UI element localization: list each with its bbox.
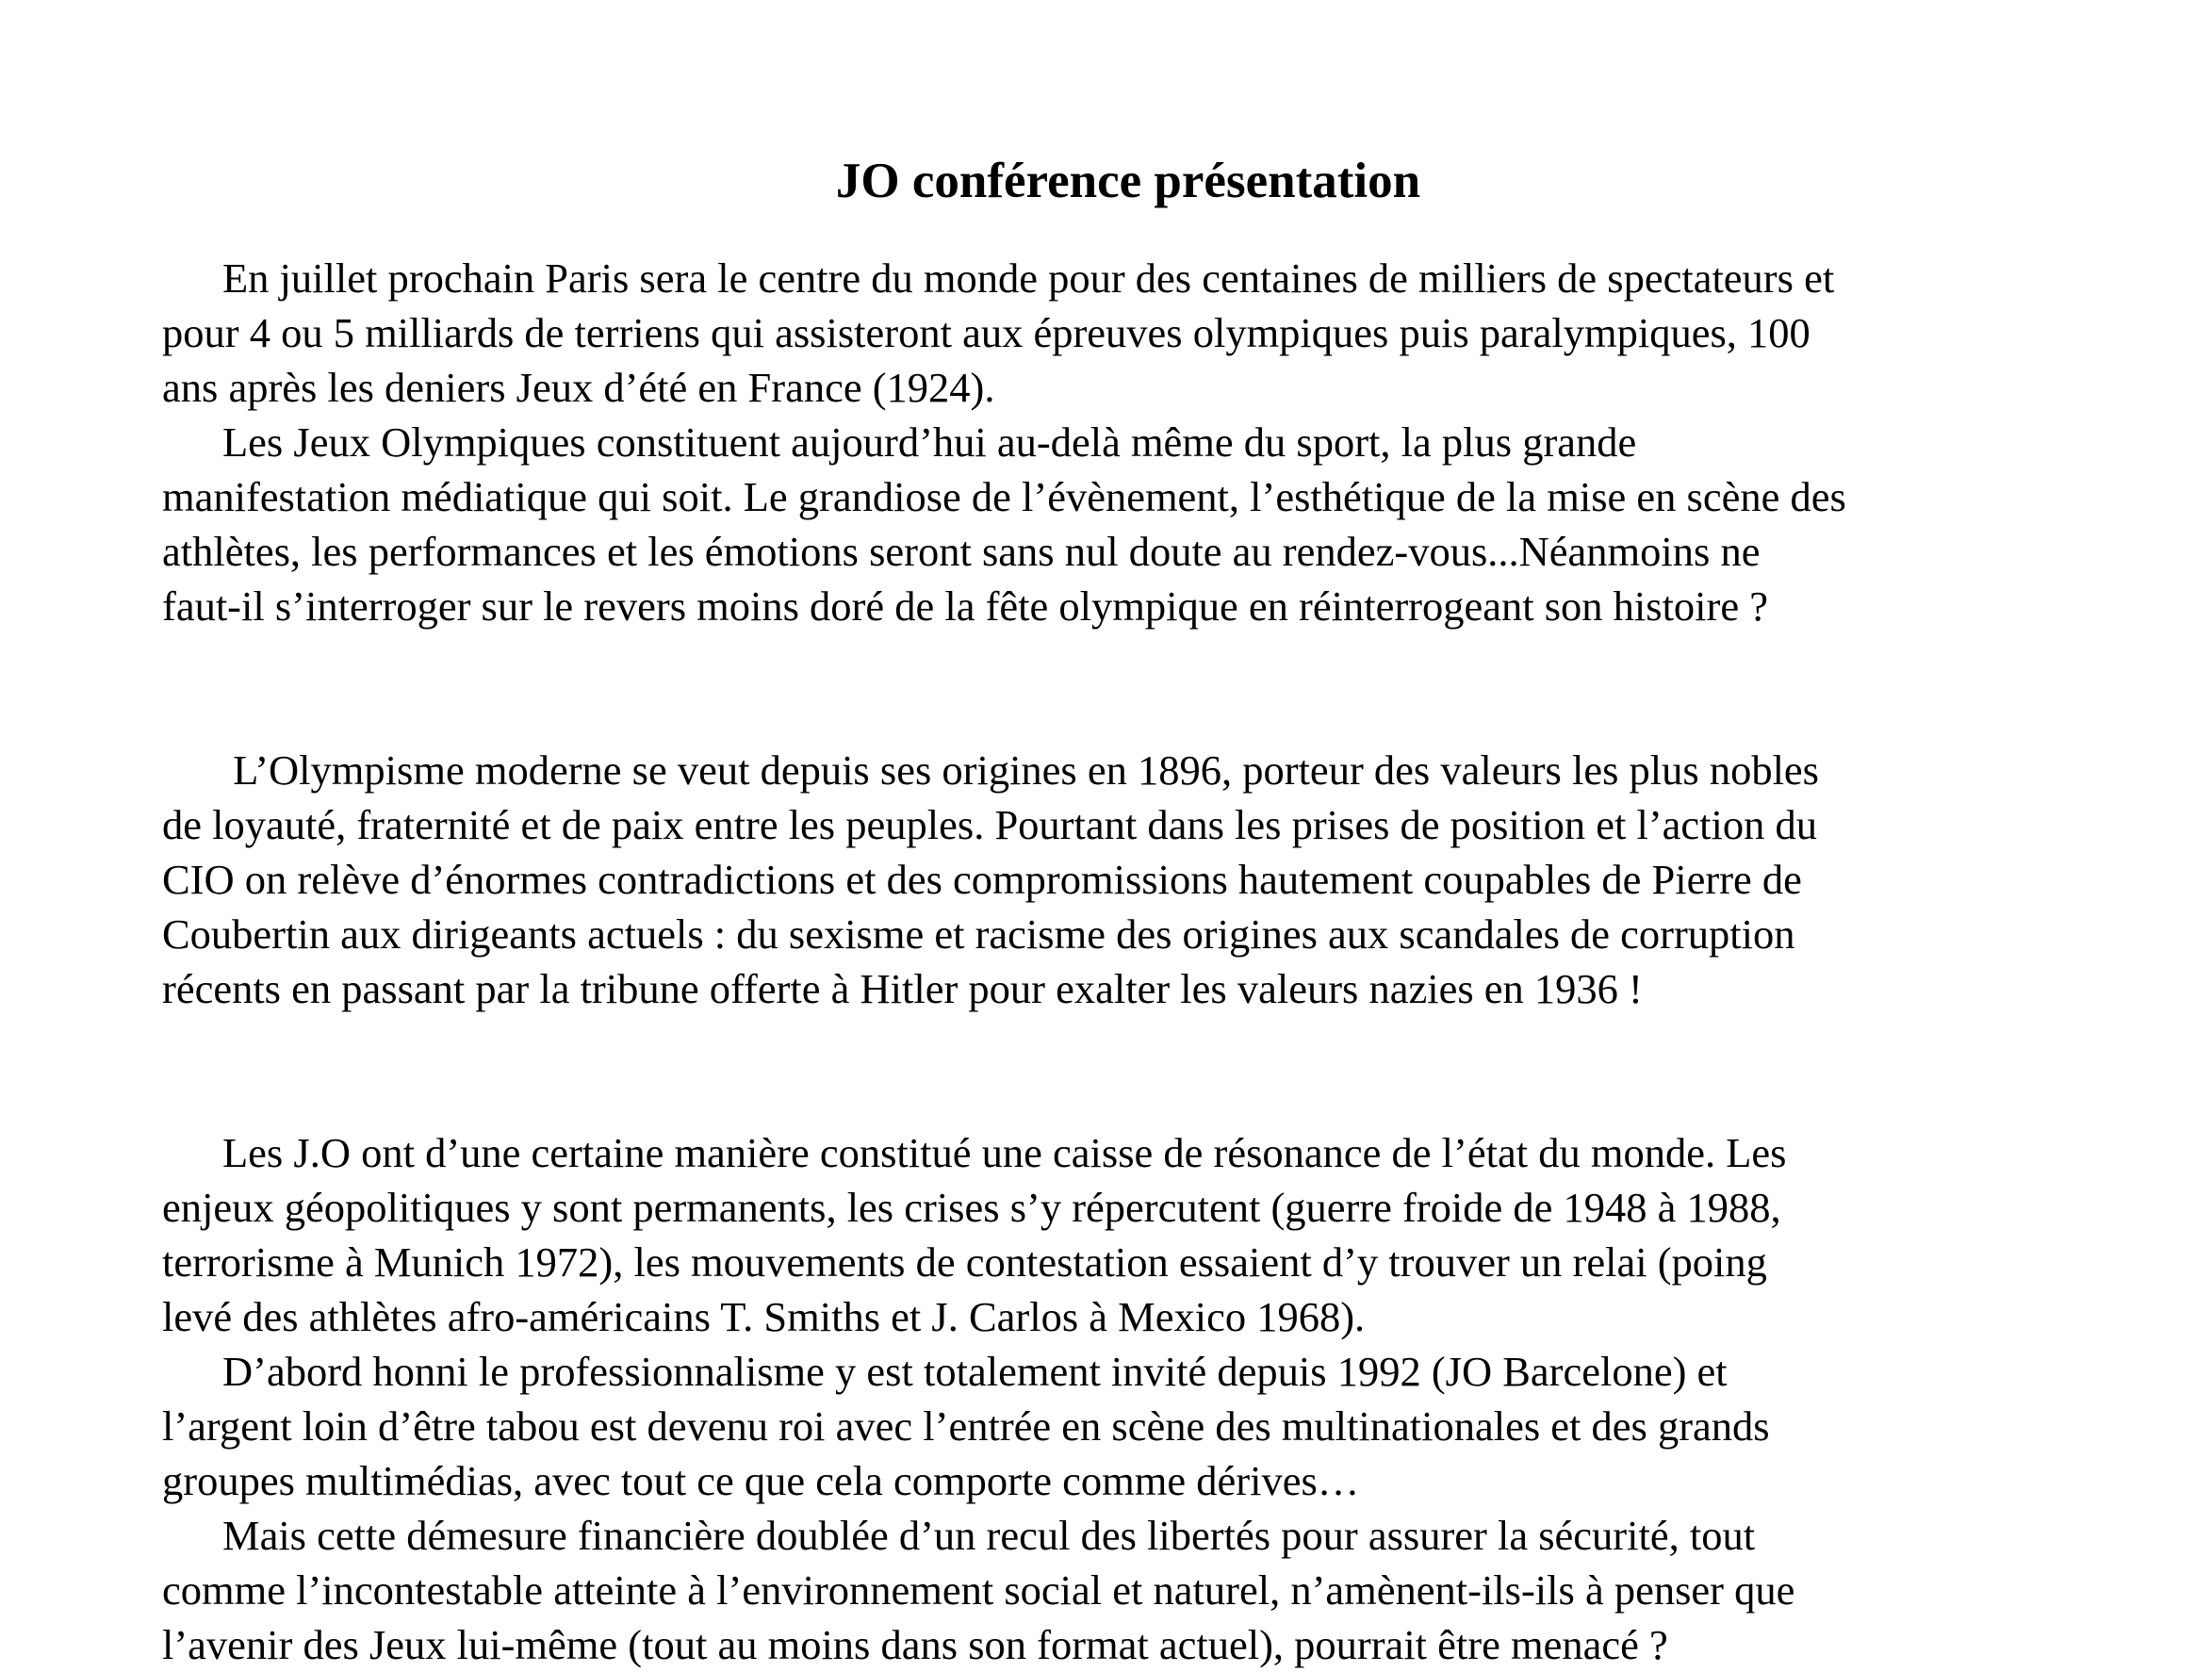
text-line: En juillet prochain Paris sera le centre du monde pour des centaines de milliers de spectateurs et bbox=[222, 254, 1835, 302]
text-line: pour 4 ou 5 milliards de terriens qui assisteront aux épreuves olympiques puis paralympiques, 100 bbox=[162, 309, 1811, 356]
text-line: récents en passant par la tribune offerte à Hitler pour exalter les valeurs nazies en 1936 ! bbox=[162, 965, 1643, 1012]
text-line: faut-il s’interroger sur le revers moins doré de la fête olympique en réinterrogeant son histoire ? bbox=[162, 582, 1768, 630]
text-line: Les J.O ont d’une certaine manière constitué une caisse de résonance de l’état du monde. Les bbox=[222, 1129, 1787, 1176]
text-line: L’Olympisme moderne se veut depuis ses origines en 1896, porteur des valeurs les plus nobles bbox=[222, 746, 1819, 794]
paragraph-5 bbox=[162, 1344, 2085, 1508]
text-line: levé des athlètes afro-américains T. Smiths et J. Carlos à Mexico 1968). bbox=[162, 1293, 1366, 1340]
text-line: comme l’incontestable atteinte à l’environnement social et naturel, n’amènent-ils-ils à penser que bbox=[162, 1566, 1795, 1614]
paragraph-3 bbox=[162, 633, 2085, 1125]
text-line: l’argent loin d’être tabou est devenu roi avec l’entrée en scène des multinationales et des grands bbox=[162, 1402, 1770, 1450]
document-page bbox=[162, 141, 2085, 1672]
text-line: l’avenir des Jeux lui-même (tout au moins dans son format actuel), pourrait être menacé ? bbox=[162, 1621, 1668, 1668]
paragraph-1 bbox=[162, 251, 2085, 415]
text-line: groupes multimédias, avec tout ce que cela comporte comme dérives… bbox=[162, 1457, 1360, 1504]
document-body bbox=[162, 251, 2085, 1672]
text-line: de loyauté, fraternité et de paix entre les peuples. Pourtant dans les prises de position et l’action du bbox=[162, 801, 1817, 848]
paragraph-2 bbox=[162, 415, 2085, 633]
text-line: Coubertin aux dirigeants actuels : du sexisme et racisme des origines aux scandales de corruption bbox=[162, 910, 1795, 958]
text-line: enjeux géopolitiques y sont permanents, les crises s’y répercutent (guerre froide de 1948 à 1988, bbox=[162, 1184, 1781, 1231]
paragraph-4 bbox=[162, 1125, 2085, 1344]
paragraph-6 bbox=[162, 1508, 2085, 1672]
text-line: Mais cette démesure financière doublée d’un recul des libertés pour assurer la sécurité, tout bbox=[222, 1512, 1756, 1559]
text-line: CIO on relève d’énormes contradictions et des compromissions hautement coupables de Pierre de bbox=[162, 856, 1802, 903]
text-line: athlètes, les performances et les émotions seront sans nul doute au rendez-vous...Néanmoins ne bbox=[162, 528, 1761, 575]
text-line: ans après les deniers Jeux d’été en France (1924). bbox=[162, 364, 995, 411]
text-line: Les Jeux Olympiques constituent aujourd’hui au-delà même du sport, la plus grande bbox=[222, 418, 1637, 466]
document-title: JO conférence présentation bbox=[835, 154, 1421, 208]
text-line: manifestation médiatique qui soit. Le grandiose de l’évènement, l’esthétique de la mise en scène des bbox=[162, 473, 1846, 520]
text-line: D’abord honni le professionnalisme y est totalement invité depuis 1992 (JO Barcelone) et bbox=[222, 1348, 1728, 1395]
text-line: terrorisme à Munich 1972), les mouvements de contestation essaient d’y trouver un relai (poing bbox=[162, 1238, 1767, 1286]
